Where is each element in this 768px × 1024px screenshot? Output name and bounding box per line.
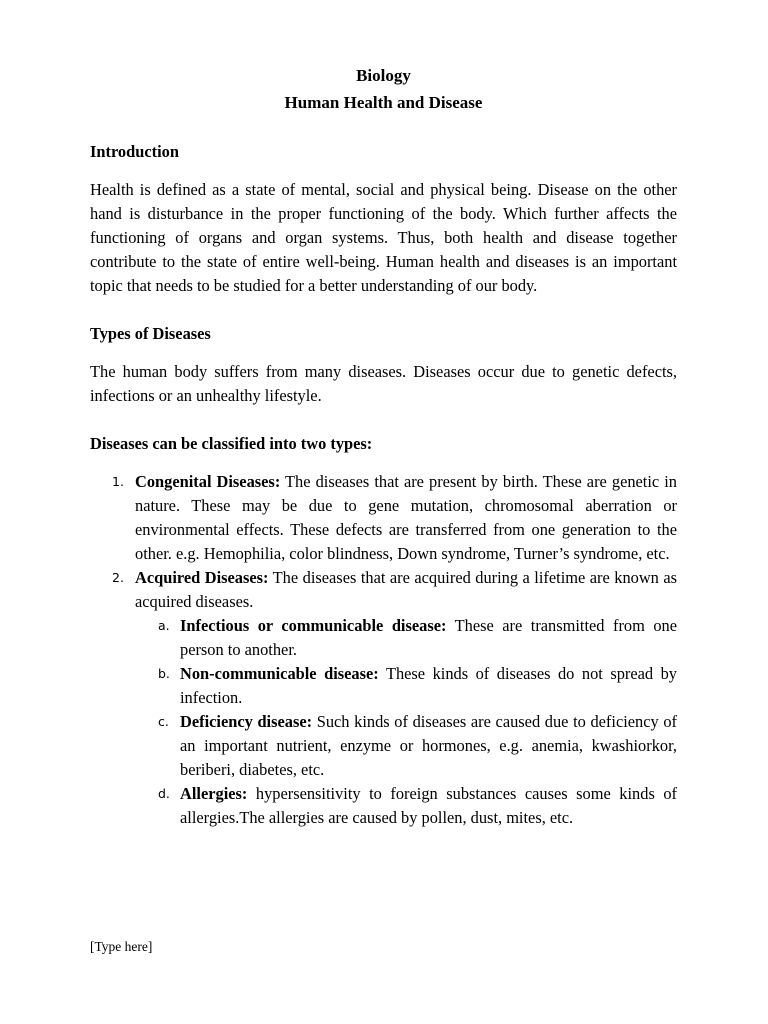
classification-heading: Diseases can be classified into two types:	[90, 434, 373, 453]
title-topic: Human Health and Disease	[284, 93, 483, 112]
list-marker: 1.	[112, 474, 124, 489]
acquired-sublist	[135, 614, 677, 830]
sublist-item-infectious	[135, 614, 677, 662]
introduction-heading: Introduction	[90, 142, 179, 161]
sublist-item-deficiency	[135, 710, 677, 782]
list-item-congenital	[90, 470, 677, 566]
sublist-item-allergies	[135, 782, 677, 830]
term-label: Allergies:	[180, 784, 248, 803]
term-description: The diseases that are acquired during a lifetime are known as acquired diseases.	[135, 568, 677, 611]
sublist-marker: b.	[158, 666, 170, 681]
term-label: Acquired Diseases:	[135, 568, 269, 587]
types-paragraph: The human body suffers from many diseases. Diseases occur due to genetic defects, infections or an unhealthy lifestyle.	[90, 362, 677, 405]
sublist-item-non-communicable	[135, 662, 677, 710]
term-label: Congenital Diseases:	[135, 472, 281, 491]
term-label: Non-communicable disease:	[180, 664, 379, 683]
document-body	[90, 62, 677, 830]
term-description: hypersensitivity to foreign substances causes some kinds of allergies.The allergies are caused by pollen, dust, mites, etc.	[180, 784, 677, 827]
term-description: The diseases that are present by birth. These are genetic in nature. These may be due to gene mutation, chromosomal aberration or environmental effects. These defects are transferred from one generation to the other. e.g. Hemophilia, color blindness, Down syndrome, Turner’s syndrome, etc.	[135, 472, 677, 563]
introduction-paragraph: Health is defined as a state of mental, social and physical being. Disease on the other hand is disturbance in the proper functioning of the body. Which further affects the functioning of organs and organ systems. Thus, both health and disease together contribute to the state of entire well-being. Human health and diseases is an important topic that needs to be studied for a better understanding of our body.	[90, 180, 677, 295]
term-label: Deficiency disease:	[180, 712, 313, 731]
list-item-acquired	[90, 566, 677, 830]
list-marker: 2.	[112, 570, 124, 585]
term-description: These kinds of diseases do not spread by infection.	[180, 664, 678, 707]
term-description: These are transmitted from one person to another.	[180, 616, 678, 659]
document-title	[90, 62, 677, 116]
classification-list	[90, 470, 677, 830]
sublist-marker: d.	[158, 786, 170, 801]
term-label: Infectious or communicable disease:	[180, 616, 447, 635]
sublist-marker: c.	[158, 714, 169, 729]
term-description: Such kinds of diseases are caused due to deficiency of an important nutrient, enzyme or hormones, e.g. anemia, kwashiorkor, beriberi, diabetes, etc.	[180, 712, 677, 779]
types-heading: Types of Diseases	[90, 324, 211, 343]
footer-placeholder[interactable]: [Type here]	[90, 939, 153, 954]
sublist-marker: a.	[158, 618, 170, 633]
title-subject: Biology	[356, 66, 411, 85]
